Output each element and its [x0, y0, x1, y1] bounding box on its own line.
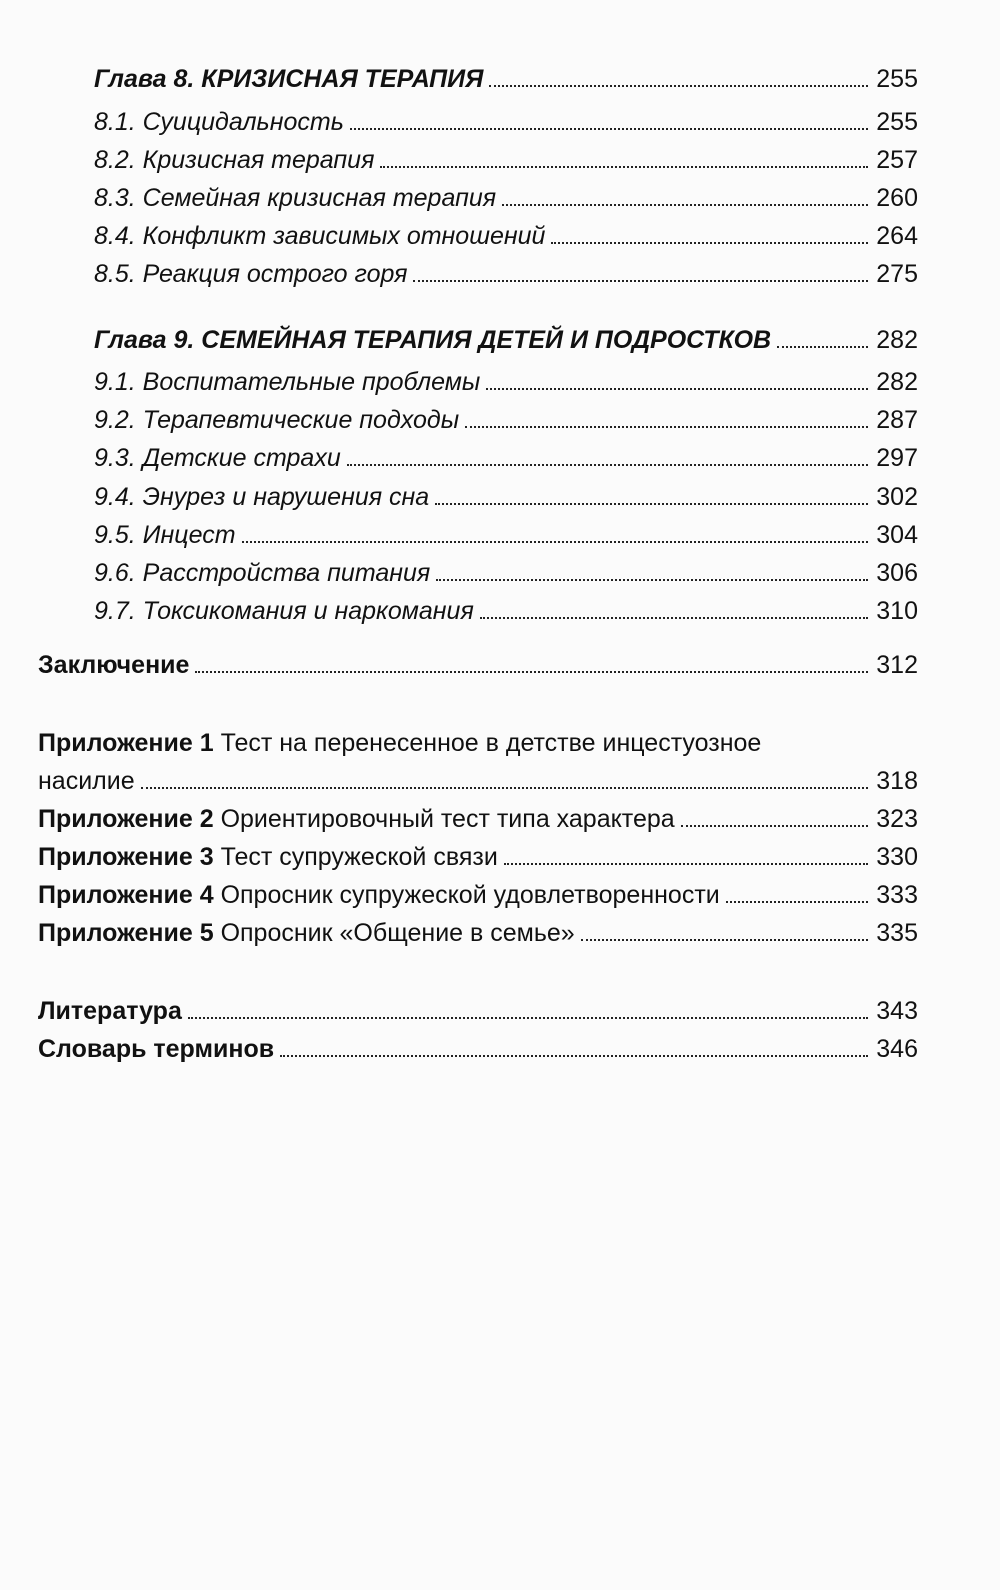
toc-section[interactable]: [94, 482, 918, 512]
toc-glossary[interactable]: [38, 1034, 918, 1064]
page-number: 302: [876, 483, 918, 511]
leader-dots: [435, 503, 868, 505]
leader-dots: [681, 825, 869, 827]
section-title: 9.6. Расстройства питания: [94, 559, 431, 587]
page-number: 264: [876, 222, 918, 250]
appendix-text: Опросник супружеской удовлетворенности: [220, 881, 720, 909]
toc-section[interactable]: [94, 367, 918, 397]
section-title: 9.4. Энурез и нарушения сна: [94, 483, 430, 511]
section-title: 8.5. Реакция острого горя: [94, 260, 408, 288]
chapter-title: Глава 8. КРИЗИСНАЯ ТЕРАПИЯ: [94, 65, 484, 93]
toc-literature[interactable]: [38, 996, 918, 1026]
toc-appendix-1-line-2[interactable]: [38, 766, 918, 796]
toc-section[interactable]: [94, 259, 918, 289]
toc-appendix-1-line-1[interactable]: [38, 728, 761, 758]
page-number: 282: [876, 368, 918, 396]
appendix-text: Тест на перенесенное в детстве инцестуозное: [220, 729, 762, 757]
page-number: 318: [876, 767, 918, 795]
toc-section[interactable]: [94, 107, 918, 137]
leader-dots: [347, 464, 869, 466]
leader-dots: [465, 426, 868, 428]
section-title: 9.7. Токсикомания и наркомания: [94, 597, 474, 625]
page-number: 260: [876, 184, 918, 212]
leader-dots: [141, 787, 869, 789]
page-number: 306: [876, 559, 918, 587]
appendix-label: Приложение 1: [38, 729, 214, 757]
toc-chapter-8[interactable]: [94, 64, 918, 94]
toc-section[interactable]: [94, 405, 918, 435]
toc-appendix-4[interactable]: [38, 880, 918, 910]
section-title: 9.1. Воспитательные проблемы: [94, 368, 481, 396]
leader-dots: [380, 166, 868, 168]
appendix-text-continued: насилие: [38, 767, 135, 795]
page-number: 310: [876, 597, 918, 625]
leader-dots: [489, 85, 868, 87]
toc-section[interactable]: [94, 443, 918, 473]
leader-dots: [188, 1017, 868, 1019]
leader-dots: [280, 1055, 868, 1057]
leader-dots: [195, 671, 868, 673]
literature-title: Литература: [38, 997, 182, 1025]
toc-section[interactable]: [94, 596, 918, 626]
page-number: 312: [876, 651, 918, 679]
section-title: 8.1. Суицидальность: [94, 108, 344, 136]
leader-dots: [502, 204, 868, 206]
toc-section[interactable]: [94, 558, 918, 588]
leader-dots: [726, 901, 869, 903]
page-number: 304: [876, 521, 918, 549]
appendix-label: Приложение 4: [38, 881, 214, 909]
page-number: 287: [876, 406, 918, 434]
leader-dots: [486, 388, 868, 390]
conclusion-title: Заключение: [38, 651, 190, 679]
page-number: 282: [876, 326, 918, 354]
appendix-text: Ориентировочный тест типа характера: [220, 805, 675, 833]
toc-appendix-5[interactable]: [38, 918, 918, 948]
toc-section[interactable]: [94, 183, 918, 213]
leader-dots: [413, 280, 868, 282]
appendix-label: Приложение 3: [38, 843, 214, 871]
page-number: 297: [876, 444, 918, 472]
glossary-title: Словарь терминов: [38, 1035, 275, 1063]
section-title: 9.3. Детские страхи: [94, 444, 341, 472]
appendix-text: Опросник «Общение в семье»: [220, 919, 575, 947]
chapter-title: Глава 9. СЕМЕЙНАЯ ТЕРАПИЯ ДЕТЕЙ И ПОДРОСТКОВ: [94, 326, 772, 354]
toc-appendix-3[interactable]: [38, 842, 918, 872]
toc-section[interactable]: [94, 145, 918, 175]
section-title: 9.5. Инцест: [94, 521, 236, 549]
page-number: 257: [876, 146, 918, 174]
leader-dots: [551, 242, 868, 244]
toc-section[interactable]: [94, 520, 918, 550]
section-title: 9.2. Терапевтические подходы: [94, 406, 460, 434]
page-number: 335: [876, 919, 918, 947]
leader-dots: [777, 346, 868, 348]
leader-dots: [581, 939, 869, 941]
leader-dots: [504, 863, 868, 865]
page-number: 333: [876, 881, 918, 909]
toc-section[interactable]: [94, 221, 918, 251]
appendix-text: Тест супружеской связи: [220, 843, 498, 871]
appendix-label: Приложение 2: [38, 805, 214, 833]
leader-dots: [350, 128, 868, 130]
page-number: 255: [876, 65, 918, 93]
section-title: 8.2. Кризисная терапия: [94, 146, 375, 174]
page-number: 343: [876, 997, 918, 1025]
page-number: 255: [876, 108, 918, 136]
leader-dots: [436, 579, 868, 581]
page-number: 323: [876, 805, 918, 833]
toc-conclusion[interactable]: [38, 650, 918, 680]
toc-appendix-2[interactable]: [38, 804, 918, 834]
page-number: 346: [876, 1035, 918, 1063]
leader-dots: [242, 541, 869, 543]
page-number: 330: [876, 843, 918, 871]
section-title: 8.3. Семейная кризисная терапия: [94, 184, 497, 212]
toc-chapter-9[interactable]: [94, 325, 918, 355]
section-title: 8.4. Конфликт зависимых отношений: [94, 222, 546, 250]
page-number: 275: [876, 260, 918, 288]
leader-dots: [480, 617, 868, 619]
appendix-label: Приложение 5: [38, 919, 214, 947]
